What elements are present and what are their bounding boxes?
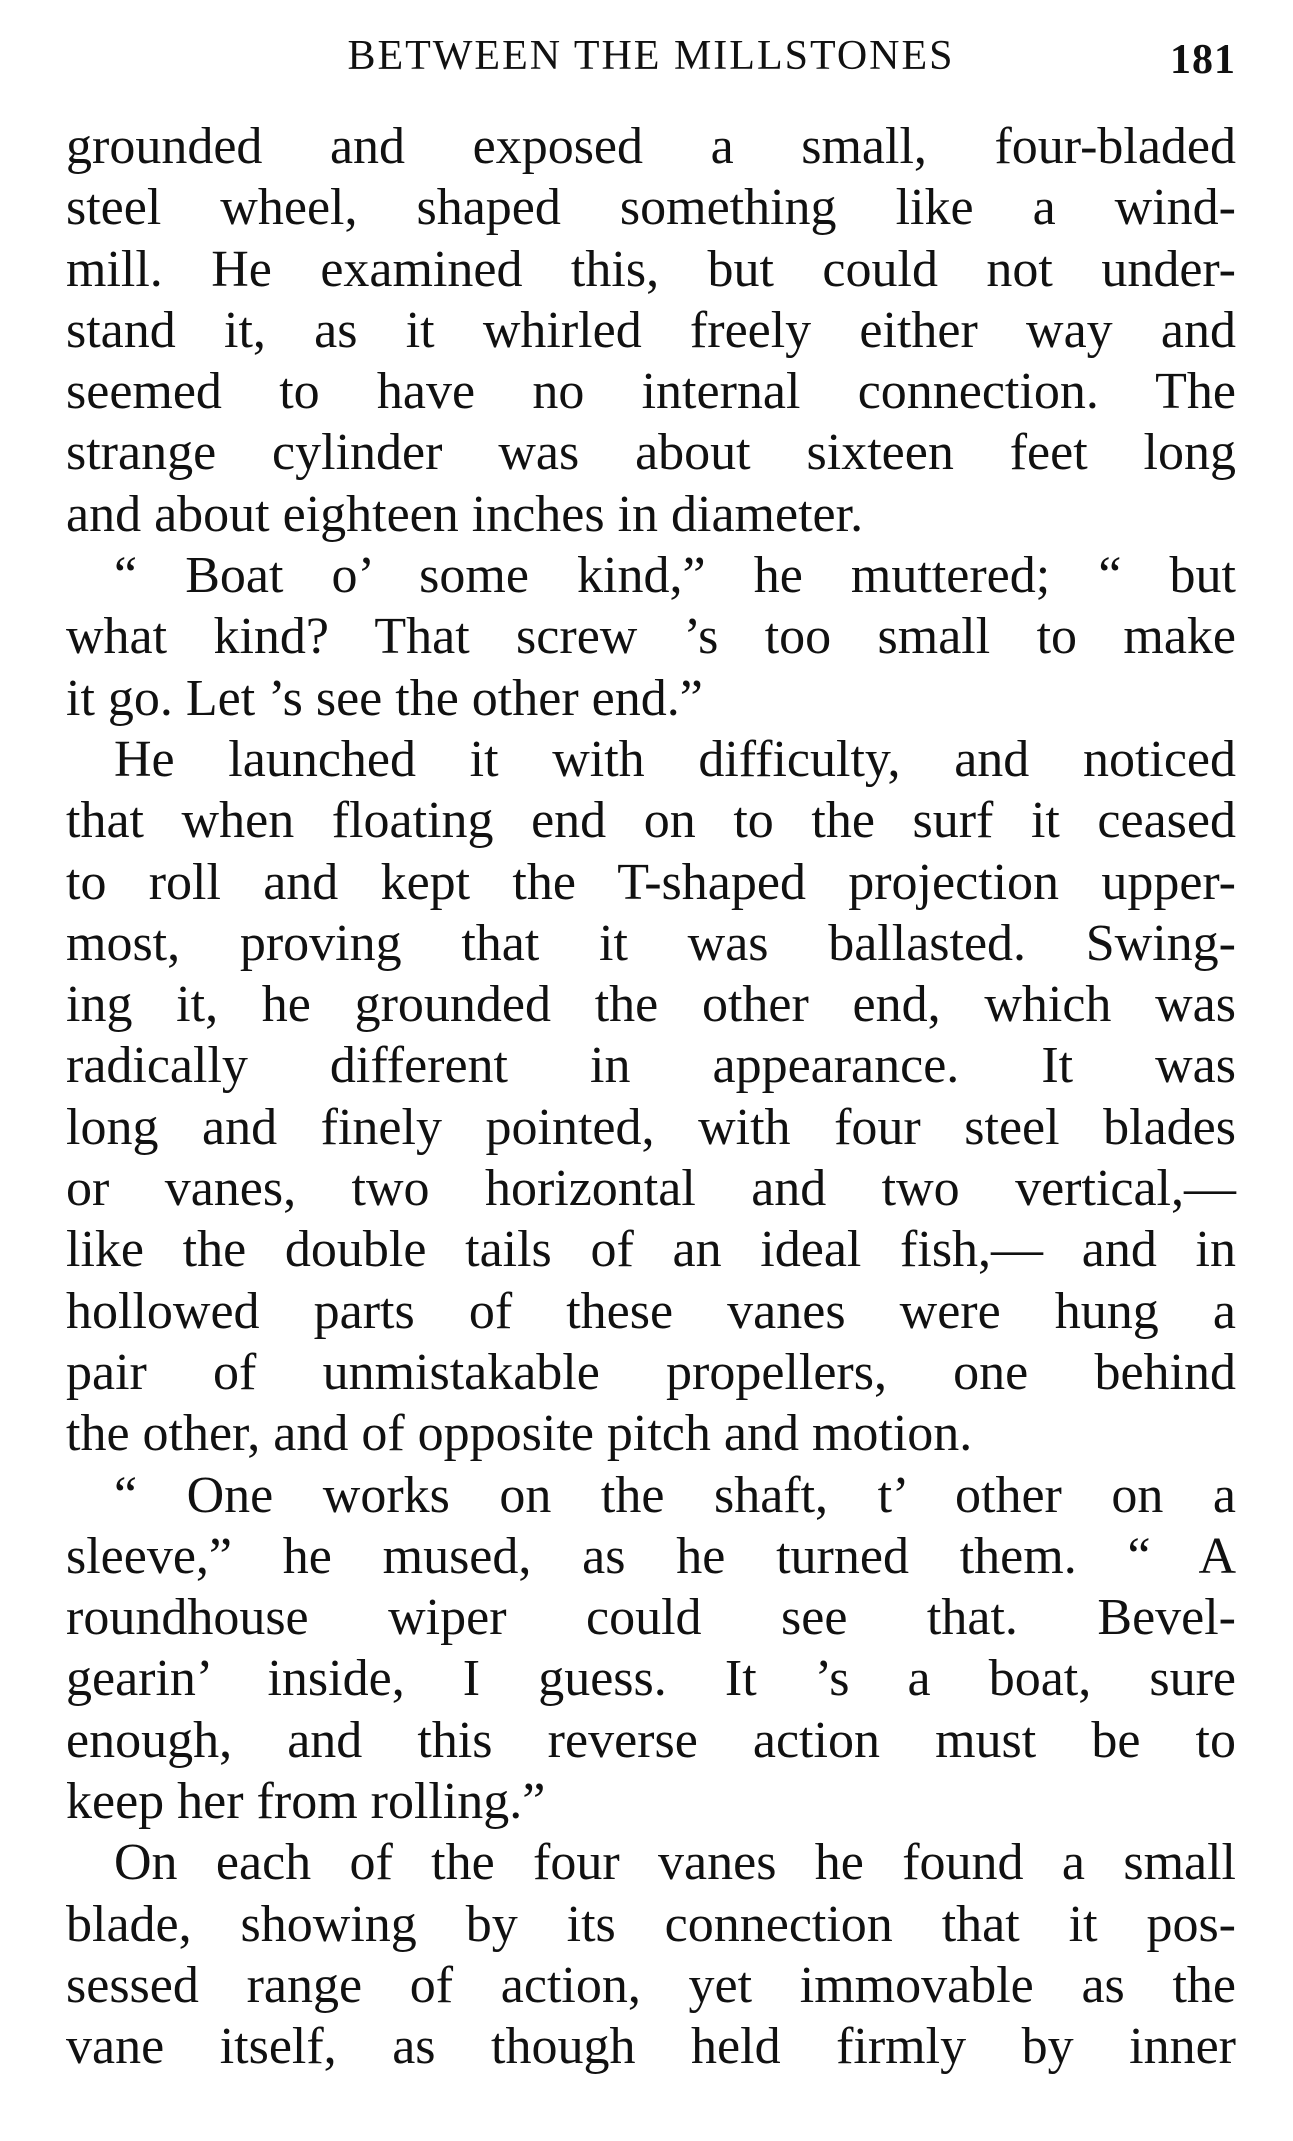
running-head [66,26,1236,86]
text-line: to roll and kept the T-shaped projection upper- [66,853,1236,911]
text-line: like the double tails of an ideal fish,— and in [66,1221,1236,1279]
text-line: vane itself, as though held firmly by inner [66,2018,1236,2076]
text-line: and about eighteen inches in diameter. [66,485,864,543]
text-line: grounded and exposed a small, four-bladed [66,118,1236,175]
text-line: On each of the four vanes he found a small [114,1834,1236,1892]
text-line: sessed range of action, yet immovable as the [66,1956,1236,2014]
text-line: the other, and of opposite pitch and motion. [66,1405,973,1463]
text-line: radically different in appearance. It was [66,1037,1236,1095]
text-line: blade, showing by its connection that it pos- [66,1895,1236,1953]
text-line: that when floating end on to the surf it ceased [66,792,1236,850]
body-text [66,116,1236,2078]
text-line: most, proving that it was ballasted. Swing- [66,914,1236,972]
text-line: “ Boat o’ some kind,” he muttered; “ but [114,547,1236,605]
text-line: seemed to have no internal connection. The [66,363,1236,421]
running-title: BETWEEN THE MILLSTONES [347,33,955,79]
text-line: stand it, as it whirled freely either way and [66,301,1236,359]
text-line: “ One works on the shaft, t’ other on a [114,1466,1236,1524]
text-line: strange cylinder was about sixteen feet long [66,424,1236,482]
text-line: pair of unmistakable propellers, one behind [66,1343,1236,1401]
text-line: what kind? That screw ’s too small to make [66,608,1236,666]
text-line: long and finely pointed, with four steel blades [66,1098,1236,1156]
text-line: He launched it with difficulty, and noticed [114,730,1236,788]
page-number: 181 [1170,37,1236,83]
text-line: gearin’ inside, I guess. It ’s a boat, sure [66,1650,1236,1708]
text-line: keep her from rolling.” [66,1773,546,1831]
text-line: ing it, he grounded the other end, which was [66,976,1236,1034]
text-line: it go. Let ’s see the other end.” [66,669,703,727]
text-line: roundhouse wiper could see that. Bevel- [66,1589,1236,1647]
text-line: hollowed parts of these vanes were hung a [66,1282,1236,1340]
text-line: enough, and this reverse action must be to [66,1711,1236,1769]
text-line: sleeve,” he mused, as he turned them. “ A [66,1527,1236,1585]
text-line: or vanes, two horizontal and two vertical,— [66,1160,1236,1218]
text-line: steel wheel, shaped something like a wind- [66,179,1236,237]
text-line: mill. He examined this, but could not under- [66,240,1236,298]
